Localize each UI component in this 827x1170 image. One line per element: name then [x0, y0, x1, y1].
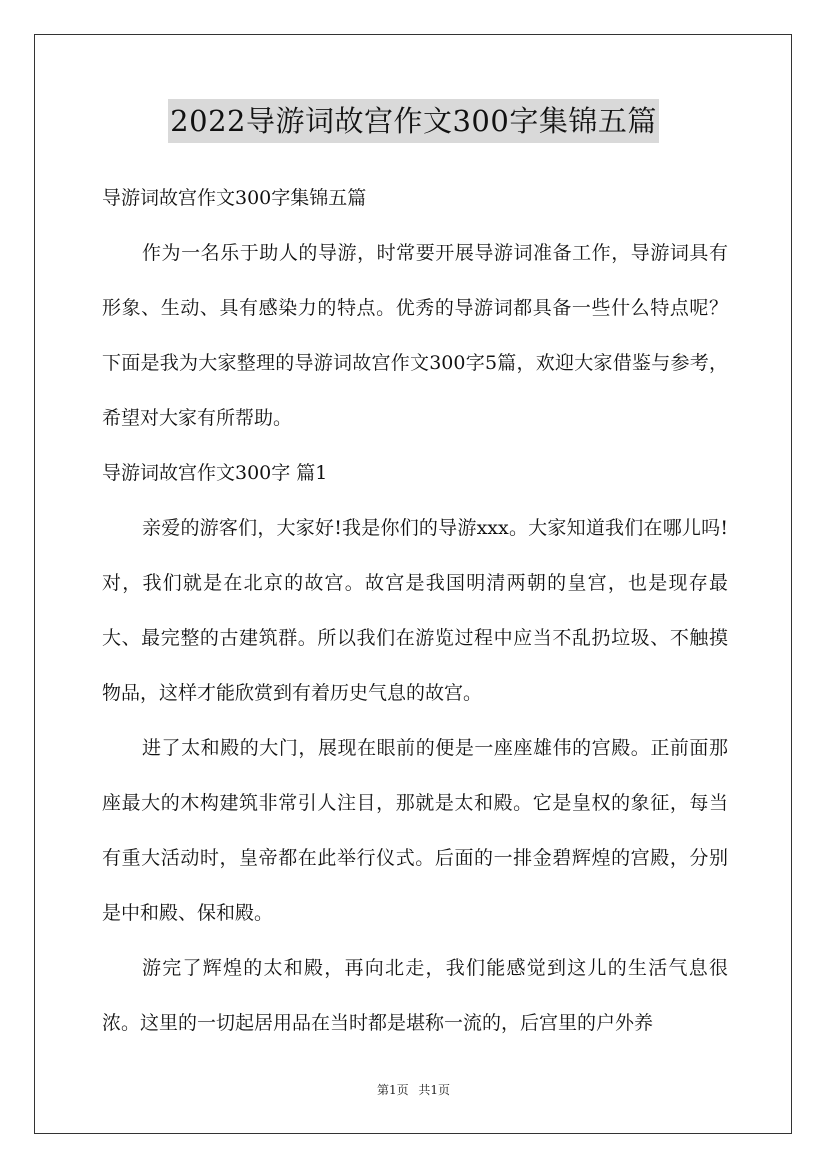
document-title: 2022导游词故宫作文300字集锦五篇 [168, 99, 659, 143]
section-heading: 导游词故宫作文300字 篇1 [102, 462, 328, 484]
body-paragraph: 游完了辉煌的太和殿，再向北走，我们能感觉到这儿的生活气息很浓。这里的一切起居用品在当时都是堪称一流的，后宫里的户外养 [102, 957, 728, 1034]
page-footer [0, 1081, 827, 1098]
body-paragraph: 亲爱的游客们，大家好!我是你们的导游xxx。大家知道我们在哪儿吗!对，我们就是在北京的故宫。故宫是我国明清两朝的皇宫，也是现存最大、最完整的古建筑群。所以我们在游览过程中应当不乱扔垃圾、不触摸物品，这样才能欣赏到有着历史气息的故宫。 [102, 517, 728, 704]
body-paragraph: 进了太和殿的大门，展现在眼前的便是一座座雄伟的宫殿。正前面那座最大的木构建筑非常引人注目，那就是太和殿。它是皇权的象征，每当有重大活动时，皇帝都在此举行仪式。后面的一排金碧辉煌的宫殿，分别是中和殿、保和殿。 [102, 737, 728, 924]
page-total: 共1页 [418, 1083, 451, 1097]
page-number: 第1页 [376, 1083, 409, 1097]
title-area [0, 99, 827, 143]
document-subtitle: 导游词故宫作文300字集锦五篇 [102, 187, 367, 209]
document-body [102, 171, 728, 1051]
intro-paragraph: 作为一名乐于助人的导游，时常要开展导游词准备工作，导游词具有形象、生动、具有感染力的特点。优秀的导游词都具备一些什么特点呢？下面是我为大家整理的导游词故宫作文300字5篇，欢迎大家借鉴与参考，希望对大家有所帮助。 [102, 242, 728, 429]
